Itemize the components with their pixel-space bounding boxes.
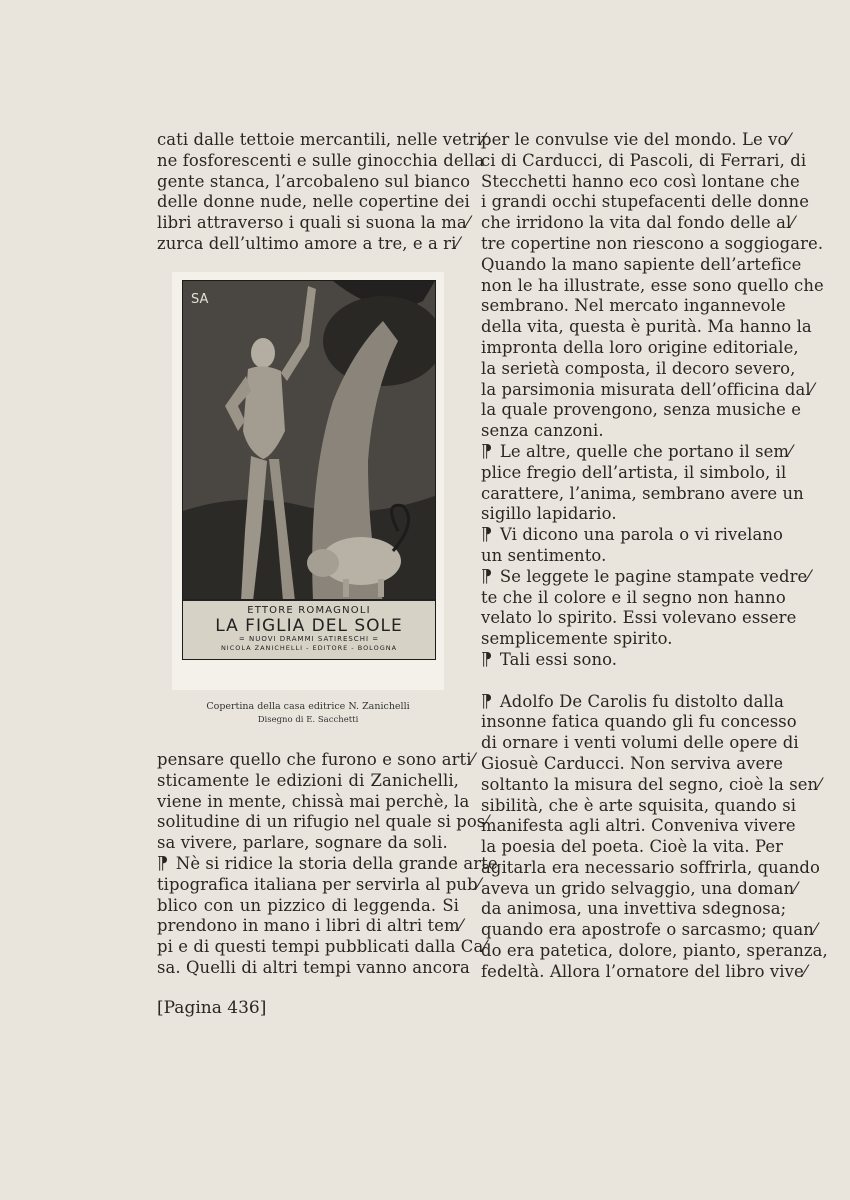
illustration-plate [172, 272, 444, 690]
pilcrow-icon: ⁋ [481, 440, 493, 462]
text-line: cati dalle tettoie mercantili, nelle vetri⁄ [157, 130, 485, 149]
text-line: delle donne nude, nelle copertine dei [157, 192, 470, 212]
text-line: solitudine di un rifugio nel quale si pos⁄ [157, 812, 489, 832]
text-line: la serietà composta, il decoro severo, [481, 358, 796, 378]
text-line: Giosuè Carducci. Non serviva avere [481, 753, 783, 773]
paragraph-line: ⁋ Adolfo De Carolis fu distolto dalla [481, 690, 784, 712]
left-column-bottom-text [157, 750, 498, 979]
text-line: non le ha illustrate, esse sono quello che [481, 275, 824, 295]
text-line: carattere, l’anima, sembrano avere un [481, 483, 804, 503]
text-line: della vita, questa è purità. Ma hanno la [481, 317, 812, 337]
pilcrow-icon: ⁋ [481, 648, 493, 670]
text-line: soltanto la misura del segno, cioè la sen⁄ [481, 774, 822, 794]
text-line: da animosa, una invettiva sdegnosa; [481, 899, 787, 919]
text-line: Quando la mano sapiente dell’artefice [481, 254, 802, 274]
paragraph-line: ⁋ Nè si ridice la storia della grande arte [157, 852, 498, 874]
text-line: insonne fatica quando gli fu concesso [481, 712, 797, 732]
text-line: gente stanca, l’arcobaleno sul bianco [157, 171, 471, 191]
text-line: sembrano. Nel mercato ingannevole [481, 296, 786, 316]
text-line: la poesia del poeta. Cioè la vita. Per [481, 837, 784, 857]
text-line: viene in mente, chissà mai perchè, la [157, 791, 470, 811]
text-line: ne fosforescenti e sulle ginocchia della [157, 150, 485, 170]
text-line: blico con un pizzico di leggenda. Si [157, 895, 459, 915]
text-line: semplicemente spirito. [481, 629, 673, 649]
paragraph-line: ⁋ Vi dicono una parola o vi rivelano [481, 524, 783, 546]
left-column-top-text [157, 130, 485, 255]
text-line: ci di Carducci, di Pascoli, di Ferrari, di [481, 150, 807, 170]
paragraph-line: ⁋ Tali essi sono. [481, 648, 618, 670]
text-line: libri attraverso i quali si suona la ma⁄ [157, 213, 470, 233]
cover-drawing [183, 281, 435, 601]
text-line: quando era apostrofe o sarcasmo; quan⁄ [481, 920, 817, 940]
text-line: di ornare i venti volumi delle opere di [481, 733, 799, 753]
cover-title-panel [183, 599, 435, 659]
text-line: agitarla era necessario soffrirla, quando [481, 857, 820, 877]
pilcrow-icon: ⁋ [481, 524, 493, 546]
paragraph-gap [481, 671, 783, 692]
text-line: la parsimonia misurata dell’officina dal⁄ [481, 379, 814, 399]
illustration-caption [172, 700, 444, 727]
text-line: sibilità, che è arte squisita, quando si [481, 795, 797, 815]
book-cover-illustration [182, 280, 436, 660]
text-line: un sentimento. [481, 545, 607, 565]
text-line: plice fregio dell’artista, il simbolo, il [481, 462, 787, 482]
text-line: che irridono la vita dal fondo delle al⁄ [481, 213, 795, 233]
text-line: senza canzoni. [481, 421, 604, 441]
cover-subtitle: = NUOVI DRAMMI SATIRESCHI = [238, 635, 380, 643]
caption-line-1: Copertina della casa editrice N. Zanichelli [206, 701, 410, 712]
pilcrow-icon: ⁋ [157, 852, 169, 874]
pilcrow-icon: ⁋ [481, 690, 493, 712]
text-line: aveva un grido selvaggio, una doman⁄ [481, 878, 797, 898]
text-line: pensare quello che furono e sono arti⁄ [157, 750, 475, 769]
text-line: i grandi occhi stupefacenti delle donne [481, 192, 810, 212]
pilcrow-icon: ⁋ [481, 565, 493, 587]
text-line: do era patetica, dolore, pianto, speranza, [481, 941, 828, 961]
cover-author: ETTORE ROMAGNOLI [247, 605, 371, 616]
text-line: pi e di questi tempi pubblicati dalla Ca⁄ [157, 937, 487, 957]
text-line: per le convulse vie del mondo. Le vo⁄ [481, 130, 791, 149]
text-line: prendono in mano i libri di altri tem⁄ [157, 916, 463, 936]
right-column-text [481, 130, 828, 983]
text-line: fedeltà. Allora l’ornatore del libro vive⁄ [481, 961, 807, 981]
text-line: tipografica italiana per servirla al pub⁄ [157, 874, 481, 894]
text-line: la quale provengono, senza musiche e [481, 400, 802, 420]
paragraph-line: ⁋ Le altre, quelle che portano il sem⁄ [481, 440, 792, 462]
text-line: tre copertine non riescono a soggiogare. [481, 233, 824, 253]
paragraph-line: ⁋ Se leggete le pagine stampate vedre⁄ [481, 565, 811, 587]
text-line: Stecchetti hanno eco così lontane che [481, 171, 800, 191]
text-line: zurca dell’ultimo amore a tre, e a ri⁄ [157, 233, 460, 253]
text-line: manifesta agli altri. Conveniva vivere [481, 816, 796, 836]
text-line: sa. Quelli di altri tempi vanno ancora [157, 957, 470, 977]
page-number: [Pagina 436] [157, 998, 267, 1018]
cover-title: LA FIGLIA DEL SOLE [215, 616, 403, 636]
cover-publisher: NICOLA ZANICHELLI - EDITORE - BOLOGNA [220, 644, 398, 652]
text-line: sticamente le edizioni di Zanichelli, [157, 770, 459, 790]
text-line: te che il colore e il segno non hanno [481, 587, 786, 607]
caption-line-2: Disegno di E. Sacchetti [257, 715, 359, 725]
text-line: impronta della loro origine editoriale, [481, 337, 799, 357]
text-line: sa vivere, parlare, sognare da soli. [157, 833, 448, 853]
text-line: sigillo lapidario. [481, 504, 617, 524]
text-line: velato lo spirito. Essi volevano essere [481, 608, 797, 628]
artist-monogram: SA [191, 292, 209, 307]
